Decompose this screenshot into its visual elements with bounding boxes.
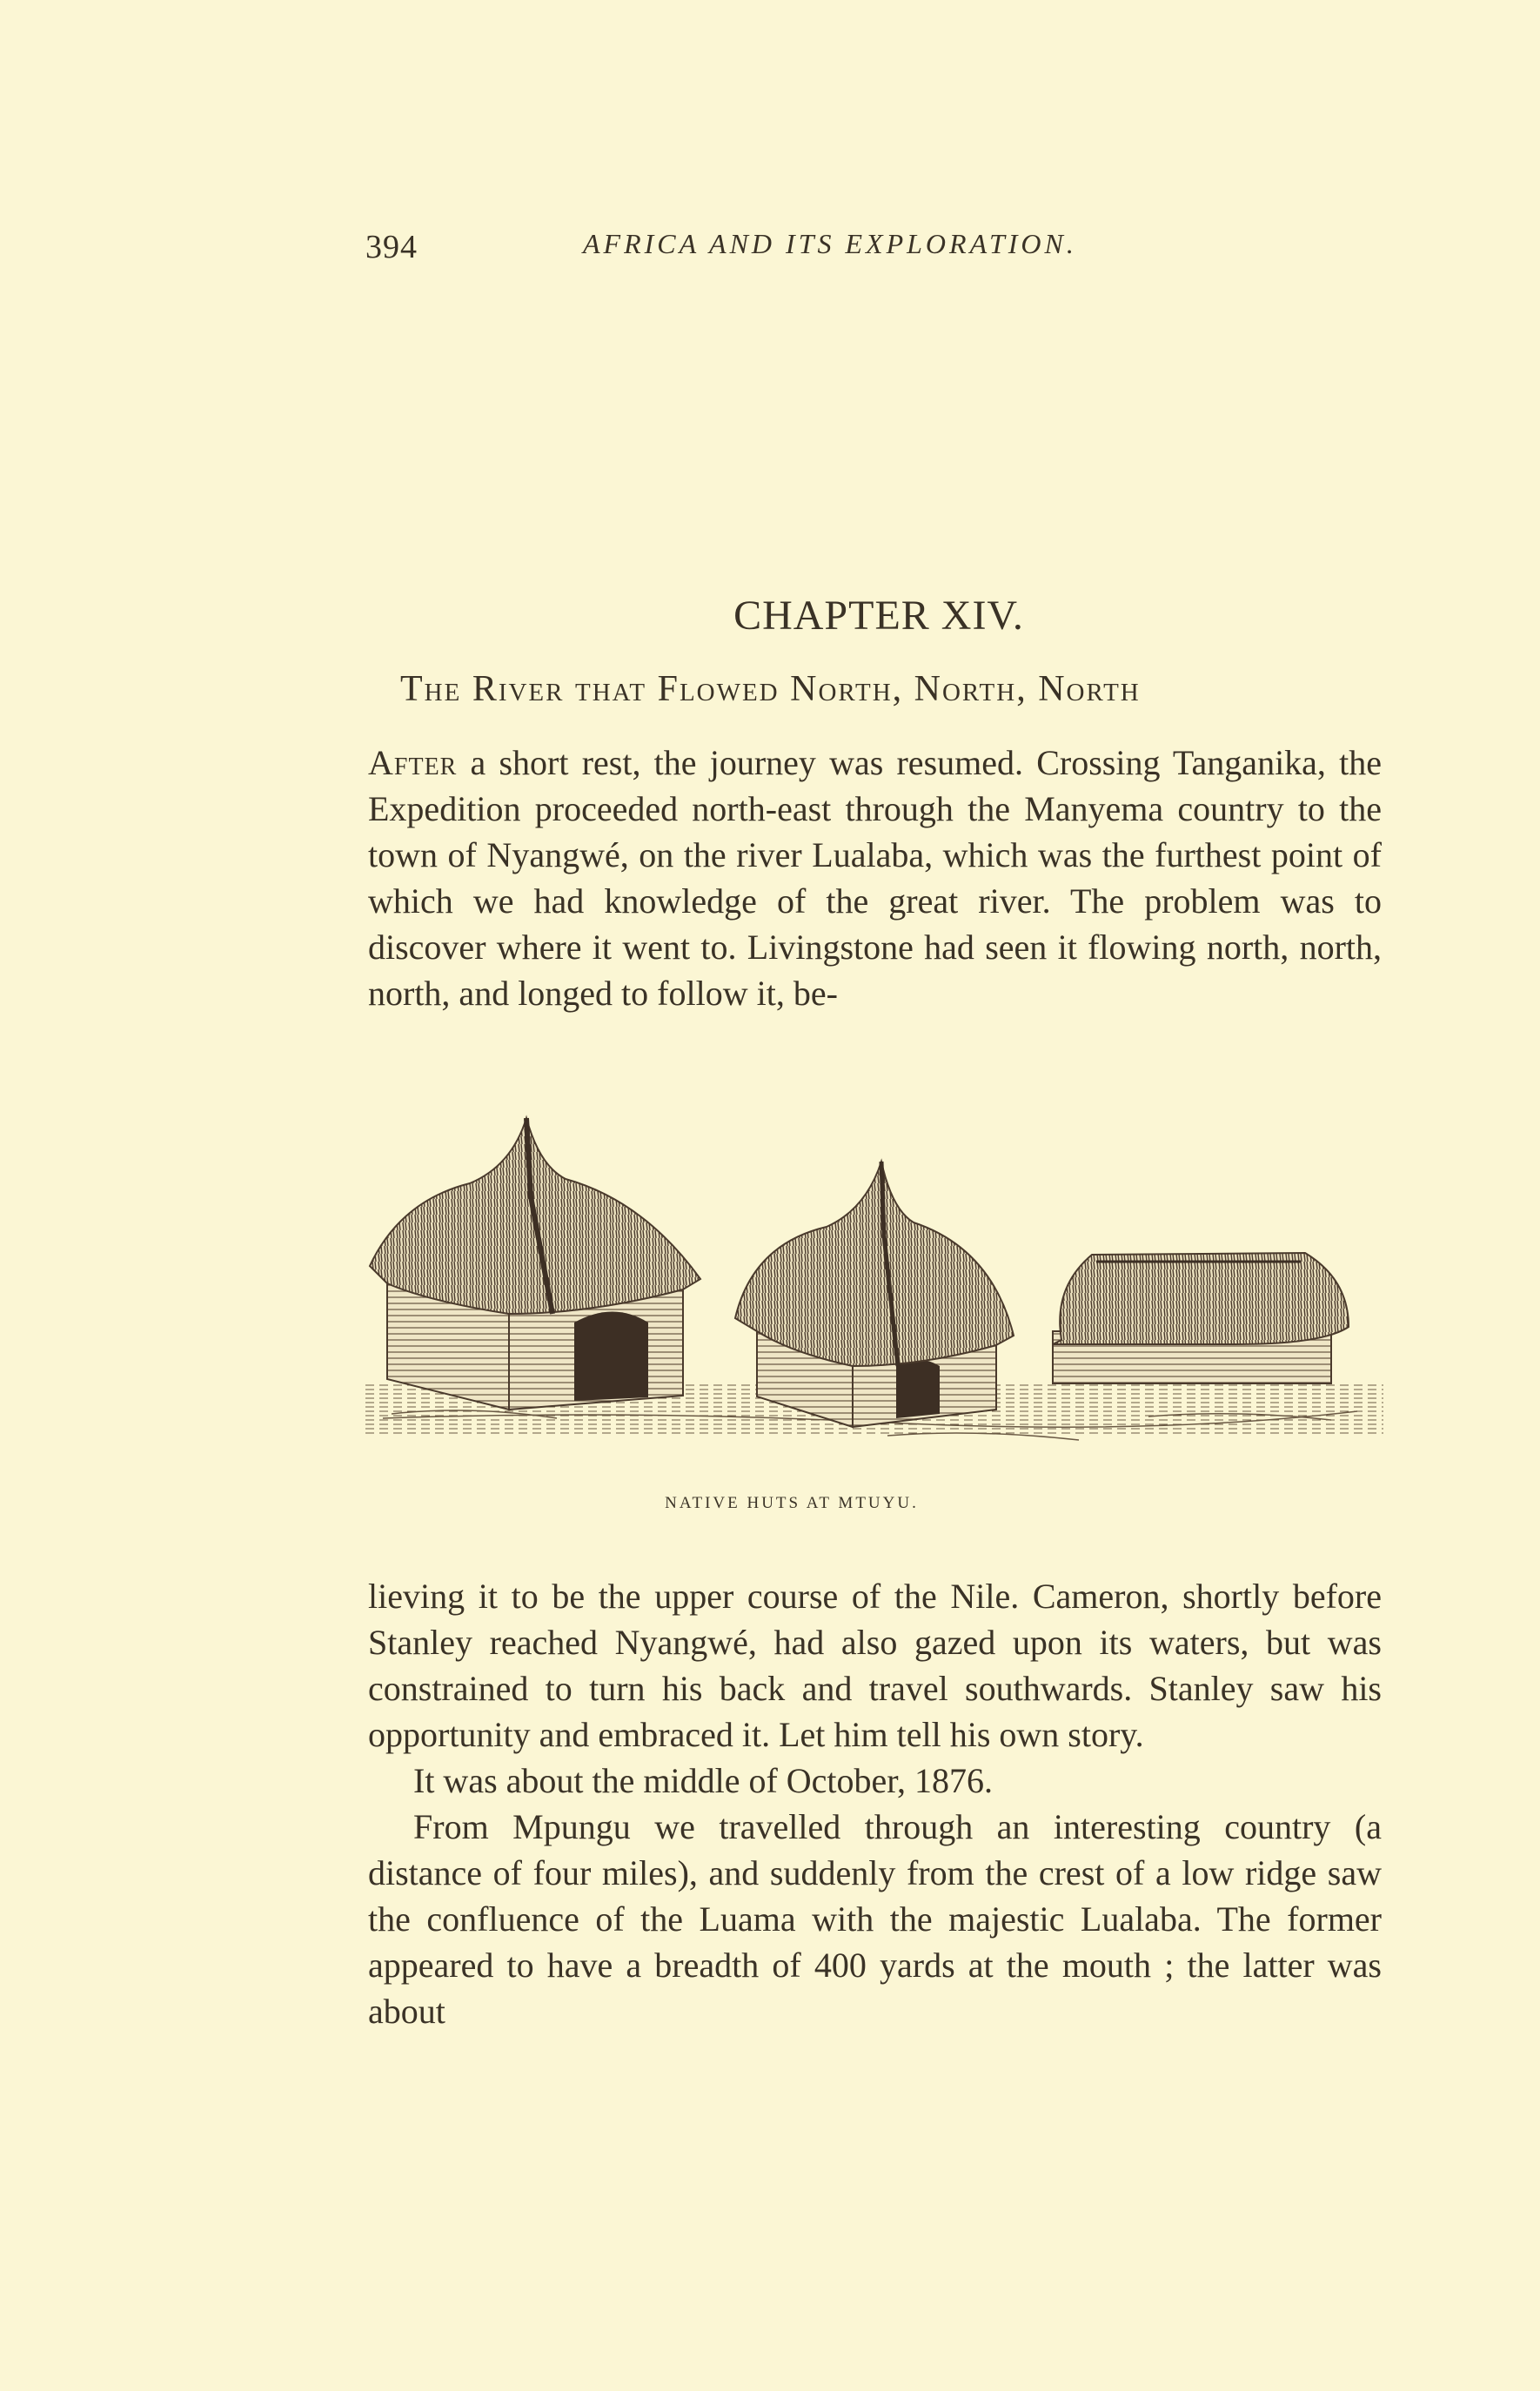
chapter-number: CHAPTER XIV. (733, 593, 1024, 639)
page-number: 394 (365, 229, 418, 265)
paragraph-lead-word: After (368, 743, 458, 782)
figure-caption: NATIVE HUTS AT MTUYU. (665, 1494, 919, 1512)
paragraph-1 (368, 740, 1382, 1016)
paragraph-2: lieving it to be the upper course of the Nile. Cameron, shortly before Stanley reached Nyangwé, had also gazed upon its waters, but was constrained to turn his back and travel southwards. Stanley saw his opportunity and embraced it. Let him tell his own story. (368, 1577, 1382, 1754)
engraving-illustration (365, 1105, 1383, 1488)
paragraph-4: From Mpungu we travelled through an interesting country (a distance of four miles), and suddenly from the crest of a low ridge saw the confluence of the Luama with the majestic Lualaba. The former appeared to have a breadth of 400 yards at the mouth ; the latter was about (368, 1807, 1382, 2031)
hut-left (370, 1118, 700, 1410)
native-huts-engraving (365, 1105, 1383, 1488)
chapter-title: The River that Flowed North, North, North (400, 669, 1141, 709)
page-header (365, 228, 1192, 280)
hut-right (1053, 1253, 1349, 1383)
paragraph-1-text: a short rest, the journey was resumed. Crossing Tanganika, the Expedition proceeded north-east through the Manyema country to the town of Nyangwé, on the river Lualaba, which was the furthest point of which we had knowledge of the great river. The problem was to discover where it went to. Livingstone had seen it flowing north, north, north, and longed to follow it, be- (368, 743, 1382, 1013)
paragraph-group-2 (368, 1573, 1382, 2034)
hut-middle (735, 1162, 1014, 1427)
running-title: AFRICA AND ITS EXPLORATION. (583, 228, 1077, 259)
paragraph-3: It was about the middle of October, 1876. (413, 1761, 994, 1800)
